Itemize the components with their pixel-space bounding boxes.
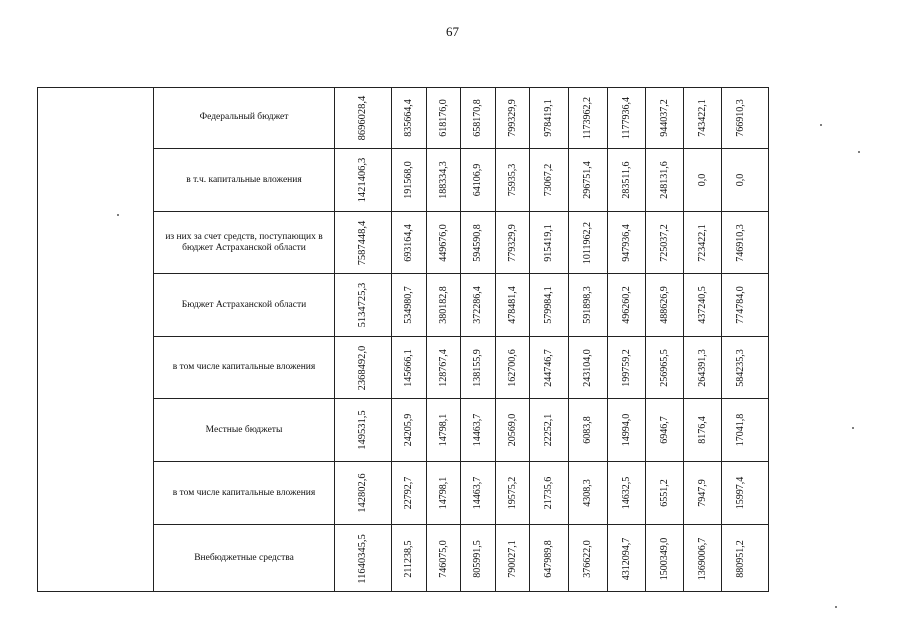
table-cell — [392, 212, 427, 273]
table-cell — [335, 399, 392, 461]
table-cell — [461, 149, 496, 211]
table-cell — [530, 87, 569, 148]
cell-value: 693164,4 — [403, 223, 414, 262]
table-cell — [496, 399, 530, 461]
table-cell — [530, 149, 569, 211]
cell-value: 944037,2 — [658, 98, 670, 137]
cell-value: 0,0 — [696, 173, 708, 187]
cell-value: 73067,2 — [543, 163, 554, 197]
cell-value: 6551,2 — [658, 479, 670, 507]
table-cell — [427, 337, 461, 398]
cell-value: 22252,1 — [543, 413, 554, 447]
cell-value: 64106,9 — [472, 163, 483, 197]
cell-value: 723422,1 — [696, 223, 708, 262]
cell-value: 6083,8 — [582, 416, 593, 444]
table-cell — [530, 212, 569, 273]
row-label: в т.ч. капитальные вложения — [154, 149, 335, 211]
table-cell — [461, 399, 496, 461]
cell-value: 1177936,4 — [620, 96, 632, 139]
row-label: Бюджет Астраханской области — [154, 274, 335, 336]
scan-speck — [117, 214, 119, 216]
cell-value: 594590,8 — [472, 223, 483, 262]
table-cell — [646, 525, 684, 592]
table-cell — [684, 149, 722, 211]
cell-value: 380182,8 — [437, 286, 449, 324]
cell-value: 978419,1 — [543, 98, 554, 137]
table-cell — [427, 149, 461, 211]
table-cell — [684, 525, 722, 592]
table-cell — [496, 274, 530, 336]
table-cell — [461, 212, 496, 273]
row-label: из них за счет средств, поступающих в бюджет Астраханской области — [154, 212, 335, 273]
table-cell — [722, 149, 759, 211]
table-row — [154, 399, 769, 462]
cell-value: 746075,0 — [437, 539, 449, 578]
cell-value: 191568,0 — [403, 161, 414, 199]
cell-value: 7587448,4 — [357, 220, 368, 265]
cell-value: 5134725,3 — [357, 282, 368, 328]
table-cell — [684, 274, 722, 336]
scan-speck — [852, 427, 854, 429]
scan-speck — [858, 151, 860, 153]
table-cell — [569, 87, 608, 148]
cell-value: 149531,5 — [357, 410, 368, 450]
table-cell — [722, 337, 759, 398]
table-cell — [461, 87, 496, 148]
cell-value: 264391,3 — [696, 348, 708, 387]
cell-value: 437240,5 — [696, 286, 708, 324]
cell-value: 488626,9 — [658, 286, 670, 324]
table-cell — [569, 149, 608, 211]
table-cell — [569, 462, 608, 524]
cell-value: 21735,6 — [543, 476, 554, 510]
cell-value: 2368492,0 — [357, 345, 368, 390]
table-cell — [496, 212, 530, 273]
cell-value: 746910,3 — [734, 223, 746, 262]
cell-value: 14798,1 — [437, 476, 449, 510]
table-cell — [608, 337, 646, 398]
cell-value: 248131,6 — [658, 161, 670, 199]
cell-value: 799329,9 — [506, 98, 518, 137]
table-cell — [646, 462, 684, 524]
cell-value: 14463,7 — [472, 413, 483, 447]
table-cell — [335, 212, 392, 273]
table-cell — [496, 525, 530, 592]
row-label: в том числе капитальные вложения — [154, 462, 335, 524]
row-label: Внебюджетные средства — [154, 525, 335, 592]
cell-value: 584235,3 — [734, 348, 746, 387]
table-cell — [496, 337, 530, 398]
cell-value: 805991,5 — [472, 539, 483, 578]
cell-value: 449676,0 — [437, 223, 449, 262]
cell-value: 1500349,0 — [658, 537, 670, 580]
table-row — [154, 462, 769, 525]
cell-value: 138155,9 — [472, 348, 483, 387]
table-cell — [646, 337, 684, 398]
table-cell — [427, 462, 461, 524]
table-cell — [530, 525, 569, 592]
cell-value: 199759,2 — [620, 348, 632, 387]
cell-value: 4308,3 — [582, 479, 593, 507]
table-cell — [569, 274, 608, 336]
cell-value: 790027,1 — [506, 539, 518, 578]
cell-value: 1011962,2 — [582, 221, 593, 264]
cell-value: 14994,0 — [620, 413, 632, 447]
table-row — [154, 212, 769, 274]
cell-value: 779329,9 — [506, 223, 518, 262]
cell-value: 915419,1 — [543, 223, 554, 262]
cell-value: 1173962,2 — [582, 96, 593, 139]
cell-value: 725037,2 — [658, 223, 670, 262]
cell-value: 14463,7 — [472, 476, 483, 510]
table-cell — [722, 274, 759, 336]
table-cell — [530, 399, 569, 461]
cell-value: 478481,4 — [506, 286, 518, 324]
table-body — [154, 87, 769, 592]
table-cell — [427, 212, 461, 273]
cell-value: 243104,0 — [582, 348, 593, 387]
cell-value: 1421406,3 — [357, 157, 368, 203]
table-cell — [392, 87, 427, 148]
cell-value: 142802,6 — [357, 473, 368, 513]
table-cell — [646, 212, 684, 273]
scan-speck — [835, 606, 837, 608]
cell-value: 647989,8 — [543, 539, 554, 578]
table-cell — [646, 399, 684, 461]
table-cell — [684, 399, 722, 461]
table-cell — [608, 399, 646, 461]
table-cell — [496, 149, 530, 211]
cell-value: 743422,1 — [696, 98, 708, 137]
cell-value: 244746,7 — [543, 348, 554, 387]
table-cell — [335, 274, 392, 336]
cell-value: 75935,3 — [506, 163, 518, 197]
table-cell — [392, 149, 427, 211]
cell-value: 658170,8 — [472, 98, 483, 137]
table-cell — [427, 399, 461, 461]
table-cell — [608, 525, 646, 592]
table-cell — [496, 87, 530, 148]
cell-value: 256965,5 — [658, 348, 670, 387]
cell-value: 947936,4 — [620, 223, 632, 262]
table-row — [154, 337, 769, 399]
table-cell — [608, 274, 646, 336]
cell-value: 24205,9 — [403, 413, 414, 447]
page-number: 67 — [446, 24, 459, 39]
table-cell — [722, 462, 759, 524]
table-cell — [530, 274, 569, 336]
cell-value: 0,0 — [734, 173, 746, 187]
table-row — [154, 149, 769, 212]
table-cell — [335, 462, 392, 524]
table-cell — [335, 525, 392, 592]
table-cell — [392, 274, 427, 336]
cell-value: 19575,2 — [506, 476, 518, 510]
table-row — [154, 274, 769, 337]
table-row — [154, 525, 769, 592]
table-cell — [722, 212, 759, 273]
table-cell — [608, 149, 646, 211]
cell-value: 376622,0 — [582, 539, 593, 578]
table-cell — [684, 462, 722, 524]
cell-value: 766910,3 — [734, 98, 746, 137]
cell-value: 20569,0 — [506, 413, 518, 447]
row-label: Федеральный бюджет — [154, 87, 335, 148]
table-cell — [646, 274, 684, 336]
cell-value: 211238,5 — [403, 539, 414, 578]
scan-speck — [820, 124, 822, 126]
table-cell — [427, 87, 461, 148]
table-cell — [530, 337, 569, 398]
table-cell — [335, 337, 392, 398]
table-cell — [530, 462, 569, 524]
table-cell — [608, 462, 646, 524]
table-cell — [461, 462, 496, 524]
cell-value: 1369006,7 — [696, 537, 708, 580]
table-cell — [722, 87, 759, 148]
table-cell — [646, 87, 684, 148]
cell-value: 14798,1 — [437, 413, 449, 447]
cell-value: 835664,4 — [403, 98, 414, 137]
table-cell — [608, 87, 646, 148]
table-cell — [608, 212, 646, 273]
table-cell — [392, 525, 427, 592]
cell-value: 618176,0 — [437, 98, 449, 137]
cell-value: 22792,7 — [403, 476, 414, 510]
table-cell — [684, 87, 722, 148]
table-cell — [392, 399, 427, 461]
table-cell — [392, 462, 427, 524]
blank-header-column — [37, 87, 154, 592]
table-cell — [569, 399, 608, 461]
cell-value: 534980,7 — [403, 286, 414, 324]
cell-value: 11640345,5 — [357, 533, 368, 584]
row-label: в том числе капитальные вложения — [154, 337, 335, 398]
cell-value: 7947,9 — [696, 479, 708, 507]
cell-value: 128767,4 — [437, 348, 449, 387]
table-row — [154, 87, 769, 149]
table-cell — [646, 149, 684, 211]
cell-value: 145666,1 — [403, 348, 414, 387]
table-cell — [461, 337, 496, 398]
cell-value: 496260,2 — [620, 286, 632, 324]
cell-value: 162700,6 — [506, 348, 518, 387]
table-cell — [496, 462, 530, 524]
table-cell — [722, 525, 759, 592]
table-cell — [427, 525, 461, 592]
cell-value: 6946,7 — [658, 416, 670, 444]
cell-value: 579984,1 — [543, 286, 554, 324]
cell-value: 188334,3 — [437, 161, 449, 199]
table-cell — [461, 525, 496, 592]
cell-value: 283511,6 — [620, 161, 632, 199]
table-cell — [335, 87, 392, 148]
table-cell — [569, 337, 608, 398]
cell-value: 372286,4 — [472, 286, 483, 324]
table-cell — [335, 149, 392, 211]
cell-value: 17041,8 — [734, 413, 746, 447]
table-cell — [684, 337, 722, 398]
cell-value: 591898,3 — [582, 286, 593, 324]
cell-value: 8176,4 — [696, 416, 708, 444]
cell-value: 296751,4 — [582, 161, 593, 199]
cell-value: 880951,2 — [734, 539, 746, 578]
table-cell — [392, 337, 427, 398]
table-cell — [461, 274, 496, 336]
table-cell — [569, 212, 608, 273]
table-cell — [684, 212, 722, 273]
cell-value: 774784,0 — [734, 286, 746, 324]
table-cell — [722, 399, 759, 461]
cell-value: 8696028,4 — [357, 95, 368, 140]
table-cell — [427, 274, 461, 336]
table-cell — [569, 525, 608, 592]
cell-value: 14632,5 — [620, 476, 632, 510]
cell-value: 4312094,7 — [620, 537, 632, 580]
cell-value: 15997,4 — [734, 476, 746, 510]
row-label: Местные бюджеты — [154, 399, 335, 461]
